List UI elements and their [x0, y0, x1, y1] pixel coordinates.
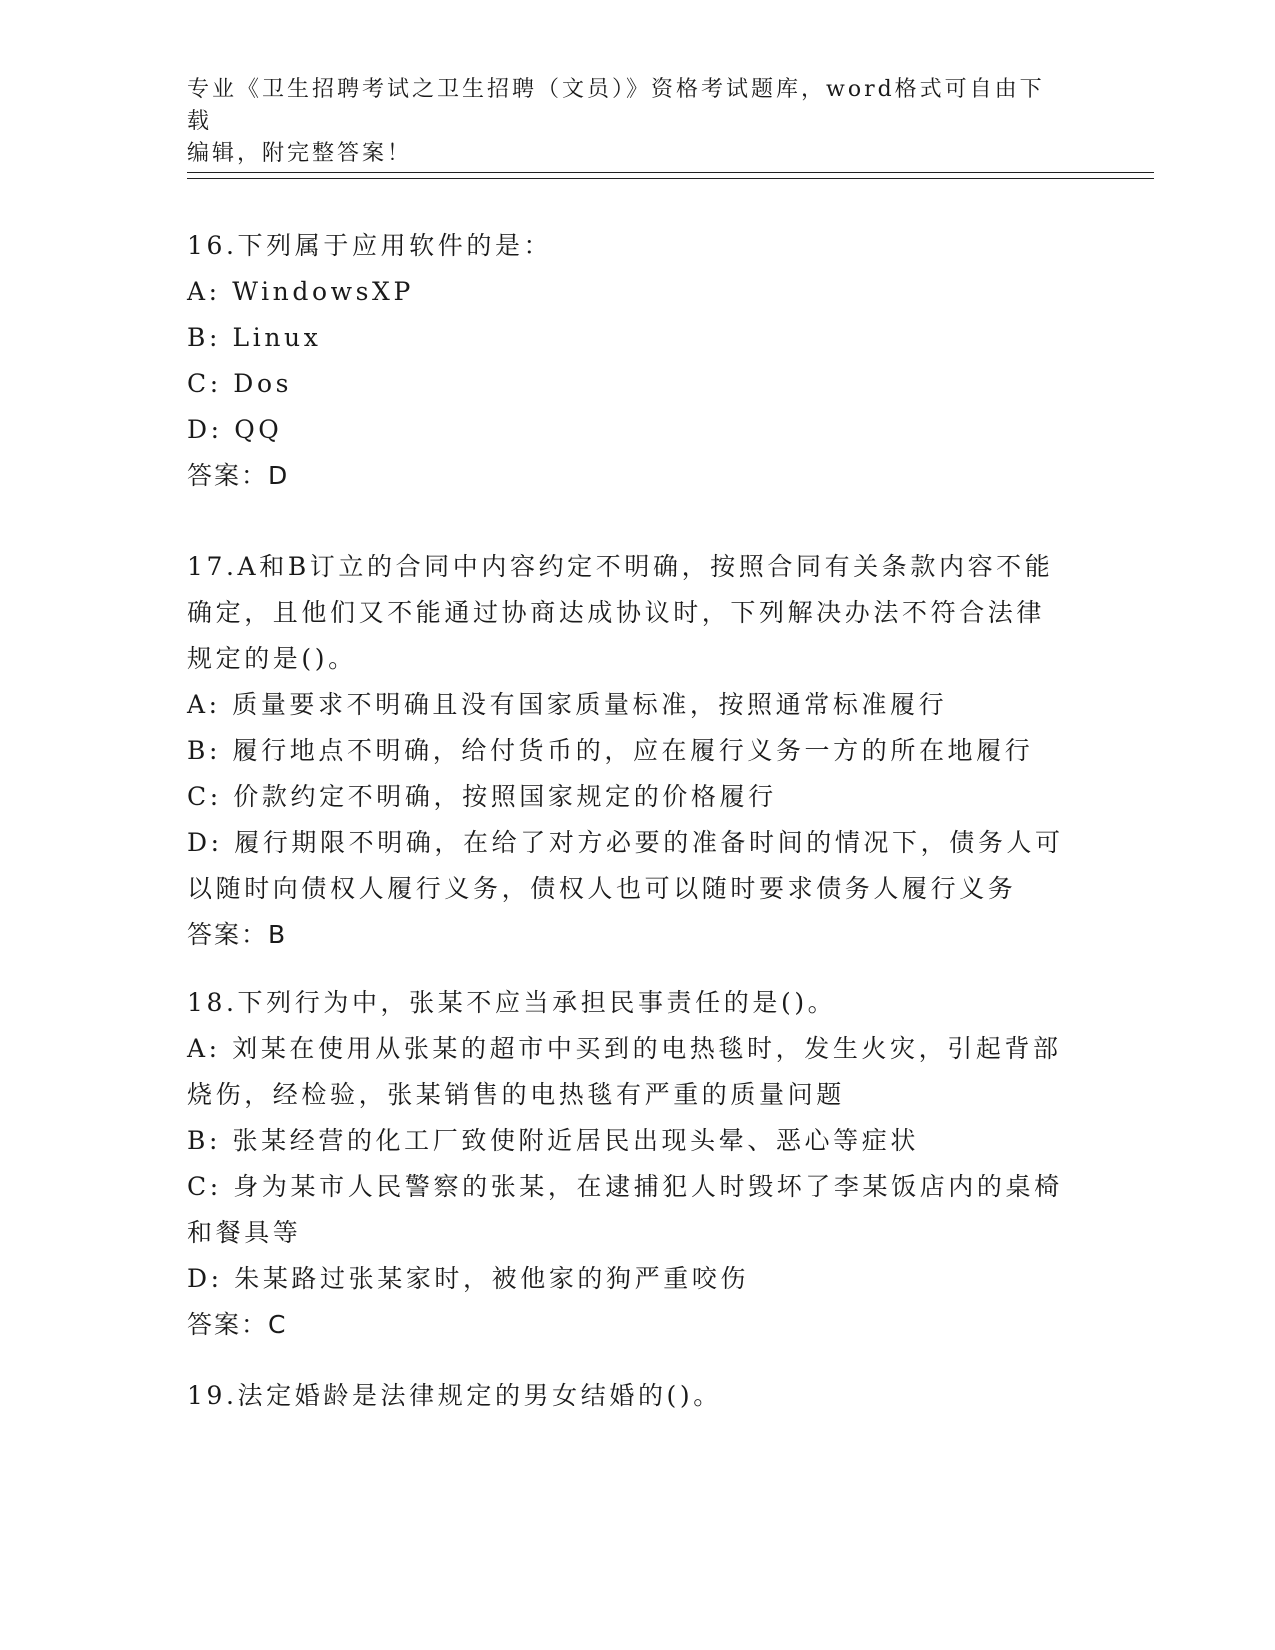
answer-label: 答案：C: [187, 1310, 288, 1339]
question-stem: 18.下列行为中，张某不应当承担民事责任的是()。: [187, 988, 837, 1017]
option-c-continued: 和餐具等: [187, 1218, 302, 1247]
question-stem: 19.法定婚龄是法律规定的男女结婚的()。: [187, 1381, 722, 1410]
option-c: C: 身为某市人民警察的张某，在逮捕犯人时毁坏了李某饭店内的桌椅: [187, 1172, 1063, 1201]
question-stem-line-1: 17.A和B订立的合同中内容约定不明确，按照合同有关条款内容不能: [187, 552, 1054, 581]
option-c: C: Dos: [187, 369, 293, 398]
question-stem-line-2: 确定，且他们又不能通过协商达成协议时，下列解决办法不符合法律: [187, 598, 1046, 627]
header-line-2: 编辑，附完整答案！: [187, 141, 413, 166]
option-b: B: Linux: [187, 323, 322, 352]
question-17: [187, 544, 1067, 958]
option-b: B: 履行地点不明确，给付货币的，应在履行义务一方的所在地履行: [187, 736, 1034, 765]
option-d: D: 履行期限不明确，在给了对方必要的准备时间的情况下，债务人可: [187, 828, 1064, 857]
question-stem-line-3: 规定的是()。: [187, 644, 357, 673]
question-19: [187, 1373, 1067, 1419]
answer-label: 答案：D: [187, 461, 290, 490]
option-a: A: 质量要求不明确且没有国家质量标准，按照通常标准履行: [187, 690, 948, 719]
option-d: D: QQ: [187, 415, 283, 444]
option-a: A: WindowsXP: [187, 277, 414, 306]
question-18: [187, 980, 1067, 1348]
header-divider-bottom: [187, 178, 1154, 179]
header-line-1: 专业《卫生招聘考试之卫生招聘（文员）》资格考试题库，word格式可自由下载: [187, 77, 1045, 134]
option-d-continued: 以随时向债权人履行义务，债权人也可以随时要求债务人履行义务: [187, 874, 1017, 903]
option-a: A: 刘某在使用从张某的超市中买到的电热毯时，发生火灾，引起背部: [187, 1034, 1062, 1063]
option-b: B: 张某经营的化工厂致使附近居民出现头晕、恶心等症状: [187, 1126, 919, 1155]
question-stem: 16.下列属于应用软件的是：: [187, 231, 553, 260]
document-header: [187, 74, 1067, 170]
question-16: [187, 223, 1067, 499]
header-divider-top: [187, 172, 1154, 173]
option-d: D: 朱某路过张某家时，被他家的狗严重咬伤: [187, 1264, 750, 1293]
answer-label: 答案：B: [187, 920, 288, 949]
option-a-continued: 烧伤，经检验，张某销售的电热毯有严重的质量问题: [187, 1080, 845, 1109]
option-c: C: 价款约定不明确，按照国家规定的价格履行: [187, 782, 777, 811]
